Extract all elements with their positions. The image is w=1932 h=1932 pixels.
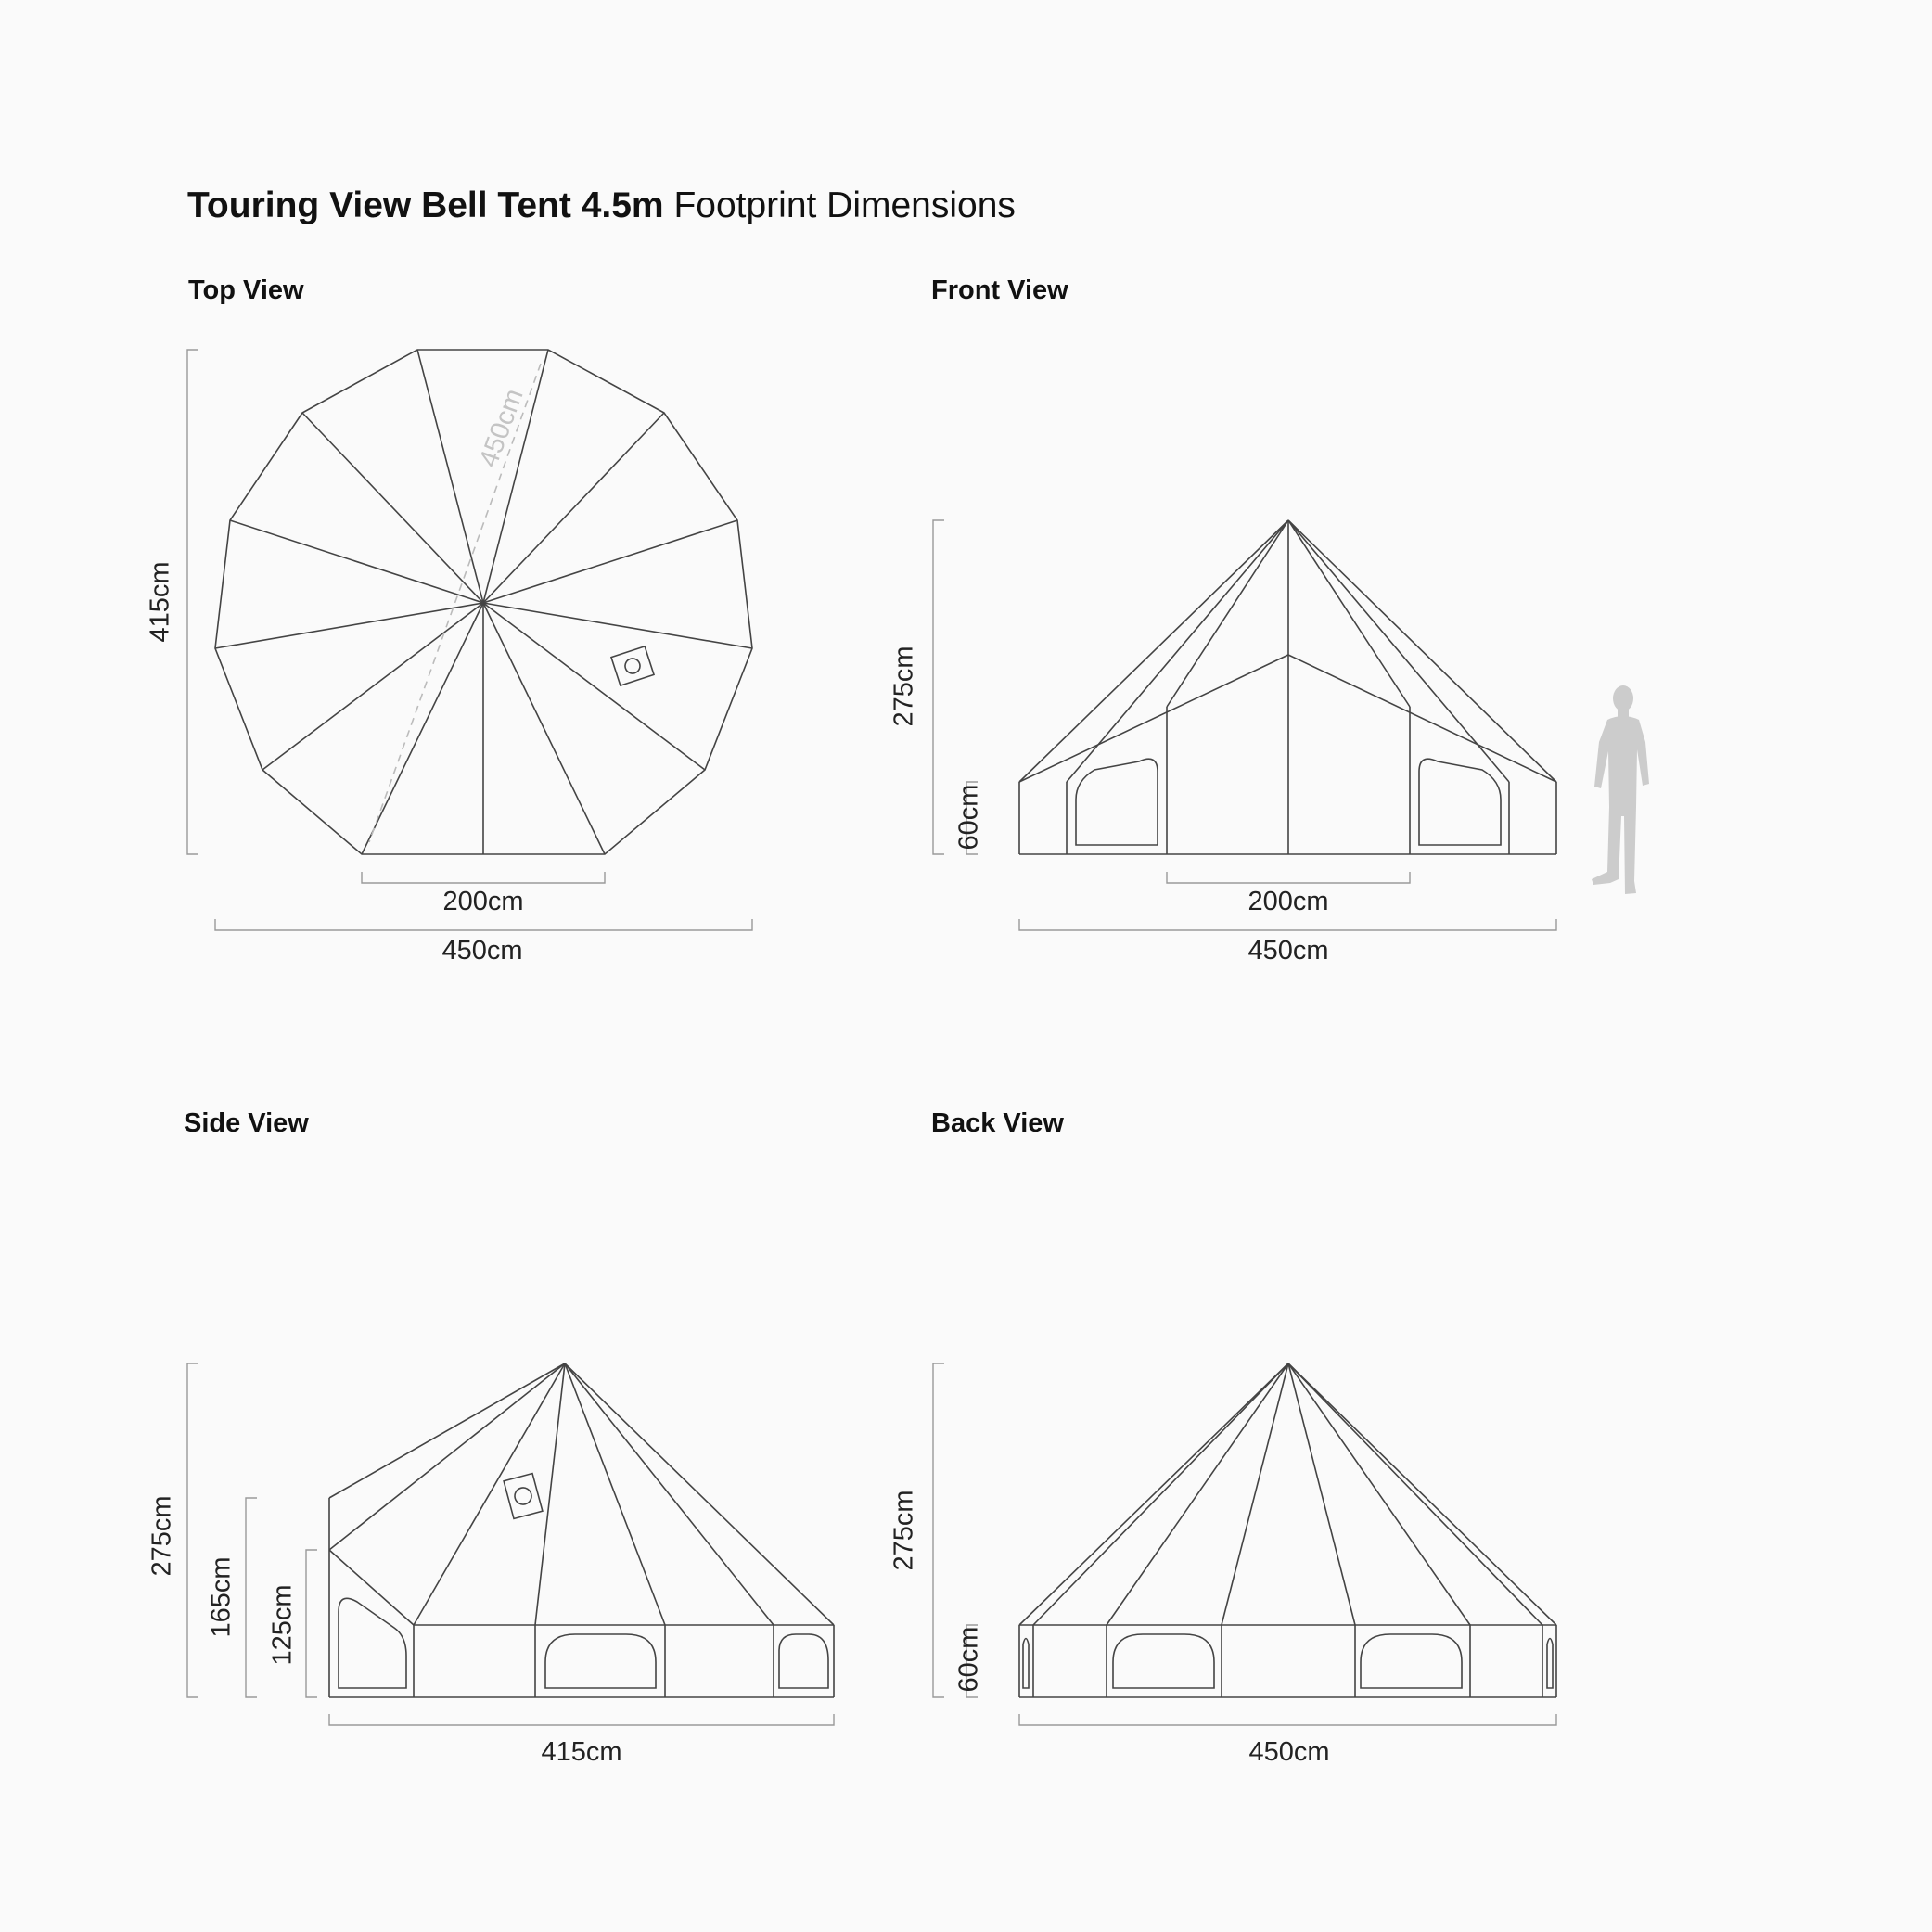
side-view-title: Side View bbox=[184, 1108, 309, 1138]
side-view-porch-low-label: 125cm bbox=[267, 1584, 298, 1666]
top-view-width-label: 450cm bbox=[441, 936, 523, 966]
stove-jack-icon bbox=[611, 646, 654, 685]
title-subtitle: Footprint Dimensions bbox=[673, 186, 1016, 225]
top-view-door-dim bbox=[362, 872, 605, 883]
top-view-diagram bbox=[146, 350, 752, 966]
side-view-width-label: 415cm bbox=[541, 1737, 622, 1767]
human-figure-icon bbox=[1592, 685, 1649, 894]
back-view-title: Back View bbox=[931, 1108, 1064, 1138]
back-window-right bbox=[1361, 1634, 1462, 1688]
front-view-height-label: 275cm bbox=[889, 646, 919, 727]
top-view-diagonal bbox=[369, 364, 541, 842]
front-window-left bbox=[1076, 759, 1158, 845]
top-view-diagonal-label: 450cm bbox=[473, 385, 530, 471]
side-window-right bbox=[779, 1634, 828, 1688]
back-view-width-label: 450cm bbox=[1248, 1737, 1330, 1767]
top-view-door-label: 200cm bbox=[442, 887, 524, 916]
stove-jack-icon bbox=[504, 1474, 543, 1519]
front-view-door-dim bbox=[1167, 872, 1410, 883]
front-view-title: Front View bbox=[931, 275, 1068, 305]
side-view-porch-high-label: 165cm bbox=[206, 1556, 237, 1638]
top-view-height-dim bbox=[187, 350, 198, 854]
top-view-width-dim bbox=[215, 919, 752, 930]
side-view-porch-high-dim bbox=[246, 1498, 257, 1697]
back-window-edge-left bbox=[1023, 1639, 1029, 1689]
back-view-wall-label: 60cm bbox=[953, 1626, 984, 1693]
front-view-wall-label: 60cm bbox=[953, 784, 984, 851]
side-view-diagram bbox=[147, 1363, 834, 1767]
side-window-porch bbox=[339, 1598, 406, 1688]
back-view-height-label: 275cm bbox=[889, 1490, 919, 1571]
top-view-title: Top View bbox=[188, 275, 304, 305]
side-view-width-dim bbox=[329, 1714, 834, 1725]
top-view-seams bbox=[215, 350, 752, 854]
front-window-right bbox=[1419, 759, 1501, 845]
front-view-door-label: 200cm bbox=[1247, 887, 1329, 916]
front-view-diagram bbox=[889, 520, 1649, 966]
front-view-width-dim bbox=[1019, 919, 1556, 930]
title-product: Touring View Bell Tent 4.5m bbox=[187, 186, 664, 225]
back-view-height-dim bbox=[933, 1363, 944, 1697]
back-view-width-dim bbox=[1019, 1714, 1556, 1725]
back-window-edge-right bbox=[1547, 1639, 1553, 1689]
top-view-height-label: 415cm bbox=[145, 561, 175, 643]
side-window-center bbox=[545, 1634, 656, 1688]
front-view-width-label: 450cm bbox=[1247, 936, 1329, 966]
side-view-porch-low-dim bbox=[306, 1550, 317, 1697]
back-view-diagram bbox=[889, 1363, 1556, 1767]
front-view-height-dim bbox=[933, 520, 944, 854]
back-window-left bbox=[1113, 1634, 1214, 1688]
side-view-height-dim bbox=[187, 1363, 198, 1697]
side-view-height-label: 275cm bbox=[147, 1495, 177, 1577]
